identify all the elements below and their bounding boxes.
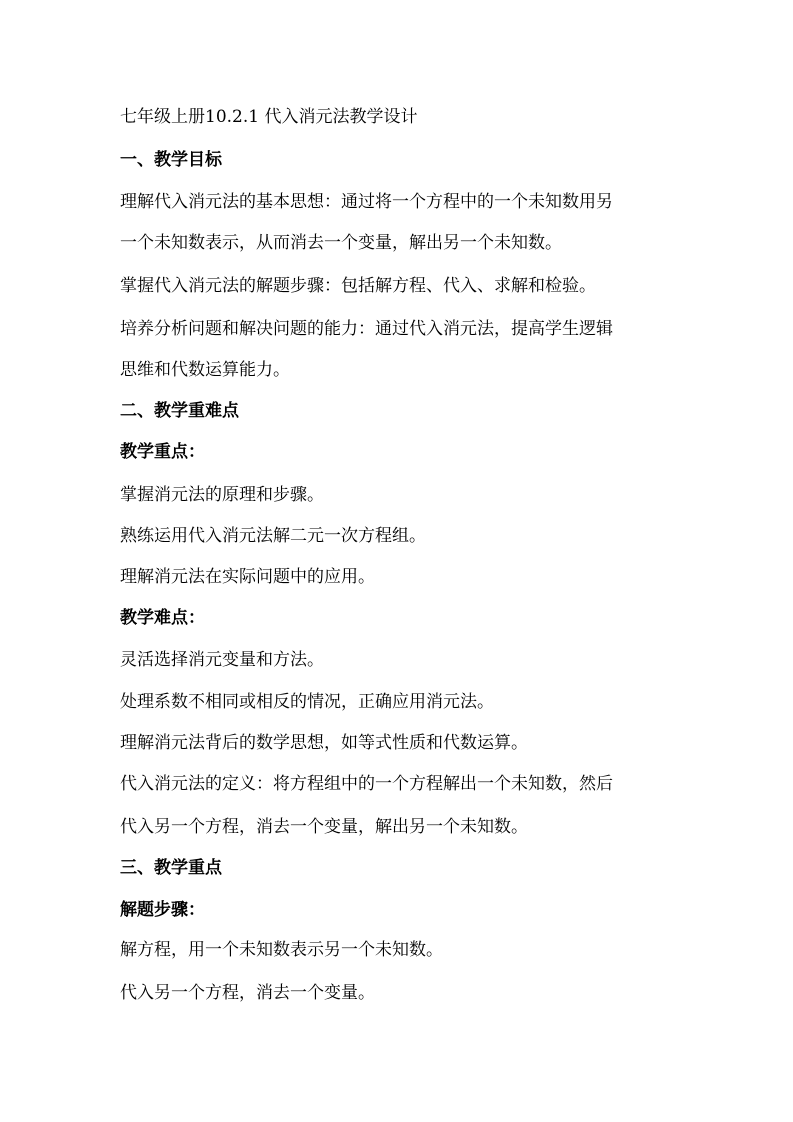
key-point-item: 理解消元法在实际问题中的应用。 [120,567,375,587]
section-heading-key-difficult: 二、教学重难点 [120,401,239,421]
key-point-item: 熟练运用代入消元法解二元一次方程组。 [120,526,426,546]
document-title: 七年级上册10.2.1 代入消元法教学设计 [120,107,418,127]
objective-3-line-1: 培养分析问题和解决问题的能力：通过代入消元法，提高学生逻辑 [120,319,613,339]
steps-label: 解题步骤： [120,900,205,920]
step-item: 代入另一个方程，消去一个变量。 [120,983,375,1003]
objective-1-line-2: 一个未知数表示，从而消去一个变量，解出另一个未知数。 [120,233,562,253]
difficult-point-item: 灵活选择消元变量和方法。 [120,650,324,670]
key-points-label: 教学重点： [120,442,205,462]
objective-2: 掌握代入消元法的解题步骤：包括解方程、代入、求解和检验。 [120,276,596,296]
key-point-item: 掌握消元法的原理和步骤。 [120,485,324,505]
difficult-point-item: 理解消元法背后的数学思想，如等式性质和代数运算。 [120,733,528,753]
objective-1-line-1: 理解代入消元法的基本思想：通过将一个方程中的一个未知数用另 [120,192,613,212]
objective-3-line-2: 思维和代数运算能力。 [120,360,290,380]
step-item: 解方程，用一个未知数表示另一个未知数。 [120,940,443,960]
section-heading-key-points: 三、教学重点 [120,858,222,878]
definition-line-2: 代入另一个方程，消去一个变量，解出另一个未知数。 [120,817,528,837]
difficult-point-item: 处理系数不相同或相反的情况，正确应用消元法。 [120,692,494,712]
difficult-points-label: 教学难点： [120,608,205,628]
definition-line-1: 代入消元法的定义：将方程组中的一个方程解出一个未知数，然后 [120,774,613,794]
section-heading-objectives: 一、教学目标 [120,150,222,170]
